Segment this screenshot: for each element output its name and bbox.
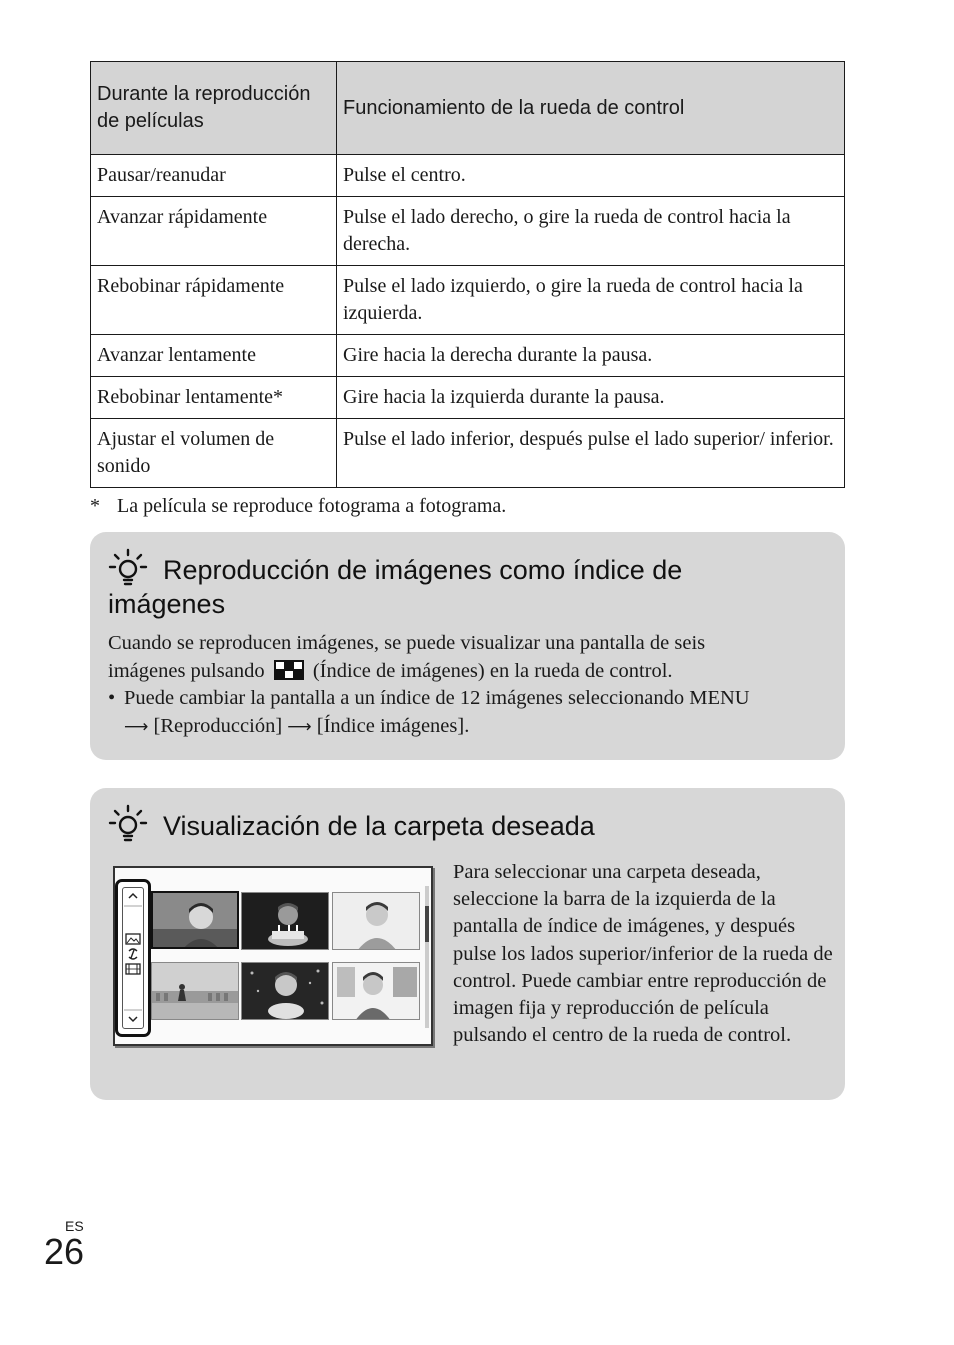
footnote-mark: *	[90, 495, 100, 517]
image-thumbnail	[151, 891, 239, 949]
tip-bullet-text: [Reproducción]	[153, 714, 283, 737]
tip-bullet-line	[124, 713, 838, 742]
table-row	[91, 419, 845, 488]
tip-title-continued: imágenes	[108, 589, 226, 619]
table-row	[91, 155, 845, 197]
table-cell: Pulse el lado derecho, o gire la rueda de control hacia la derecha.	[337, 197, 845, 266]
tip-paragraph-line: Cuando se reproducen imágenes, se puede visualizar una pantalla de seis	[108, 632, 706, 654]
tip-title: Reproducción de imágenes como índice de	[163, 555, 683, 585]
table-cell: Avanzar rápidamente	[91, 197, 337, 266]
arrow-right-icon: ⟶	[287, 716, 312, 737]
table-cell: Pulse el lado izquierdo, o gire la rueda de control hacia la izquierda.	[337, 266, 845, 335]
table-cell: Rebobinar lentamente*	[91, 377, 337, 419]
table-header-row	[91, 62, 845, 155]
bullet-dot: •	[108, 687, 116, 709]
tip-paragraph-text: (Índice de imágenes) en la rueda de control.	[312, 659, 673, 682]
image-thumbnail	[332, 892, 420, 950]
language-label: ES	[65, 1218, 84, 1234]
movie-icon	[126, 964, 140, 974]
footnote	[90, 493, 506, 520]
tip-paragraph-line	[108, 658, 838, 686]
chevron-down-icon	[129, 1017, 137, 1021]
table-cell: Ajustar el volumen de sonido	[91, 419, 337, 488]
folder-bar-inner	[122, 887, 144, 1029]
image-thumbnail	[332, 962, 420, 1020]
image-index-screen-illustration	[113, 866, 433, 1046]
table-row	[91, 266, 845, 335]
index-scrollbar	[425, 886, 429, 1028]
tip-bullet-line: Puede cambiar la pantalla a un índice de 12 imágenes seleccionando MENU	[124, 687, 750, 709]
table-cell: Gire hacia la izquierda durante la pausa.	[337, 377, 845, 419]
tip-title: Visualización de la carpeta deseada	[163, 811, 595, 841]
table-cell: Rebobinar rápidamente	[91, 266, 337, 335]
tip-box-image-index	[90, 532, 845, 760]
image-thumbnail	[241, 962, 329, 1020]
still-image-icon	[126, 934, 140, 944]
toggle-icon	[129, 949, 137, 959]
table-row	[91, 197, 845, 266]
arrow-right-icon: ⟶	[124, 716, 149, 737]
tip-lightbulb-icon	[108, 548, 148, 588]
folder-bar	[115, 879, 151, 1037]
page-number: 26	[44, 1231, 85, 1272]
footnote-text: La película se reproduce fotograma a fotograma.	[117, 495, 507, 517]
tip-paragraph-text: imágenes pulsando	[108, 659, 265, 682]
image-thumbnail	[241, 892, 329, 950]
table-cell: Pausar/reanudar	[91, 155, 337, 197]
table-cell: Avanzar lentamente	[91, 335, 337, 377]
folder-bar-icons	[123, 888, 143, 1028]
tip-bullet-text: [Índice imágenes].	[316, 714, 470, 737]
header-cell-operation: Funcionamiento de la rueda de control	[337, 62, 845, 155]
table-row	[91, 377, 845, 419]
tip-bullet	[108, 685, 838, 741]
control-table	[90, 61, 845, 488]
table-cell: Pulse el lado inferior, después pulse el lado superior/ inferior.	[337, 419, 845, 488]
header-cell-mode: Durante la reproducción de películas	[91, 62, 337, 155]
image-index-icon	[274, 660, 304, 680]
table-cell: Gire hacia la derecha durante la pausa.	[337, 335, 845, 377]
folder-tip-body: Para seleccionar una carpeta deseada, seleccione la barra de la izquierda de la pantalla de índice de imágenes, y después pulse los lados superior/inferior de la rueda de control. Puede cambiar entre reproducción de imagen fija y reproducción de película pulsando el centro de la rueda de control.	[453, 861, 833, 1047]
chevron-up-icon	[129, 894, 137, 898]
scrollbar-thumb	[425, 906, 429, 942]
tip-lightbulb-icon	[108, 804, 148, 844]
table-cell: Pulse el centro.	[337, 155, 845, 197]
tip-paragraph	[108, 630, 838, 741]
image-thumbnail	[151, 962, 239, 1020]
table-row	[91, 335, 845, 377]
